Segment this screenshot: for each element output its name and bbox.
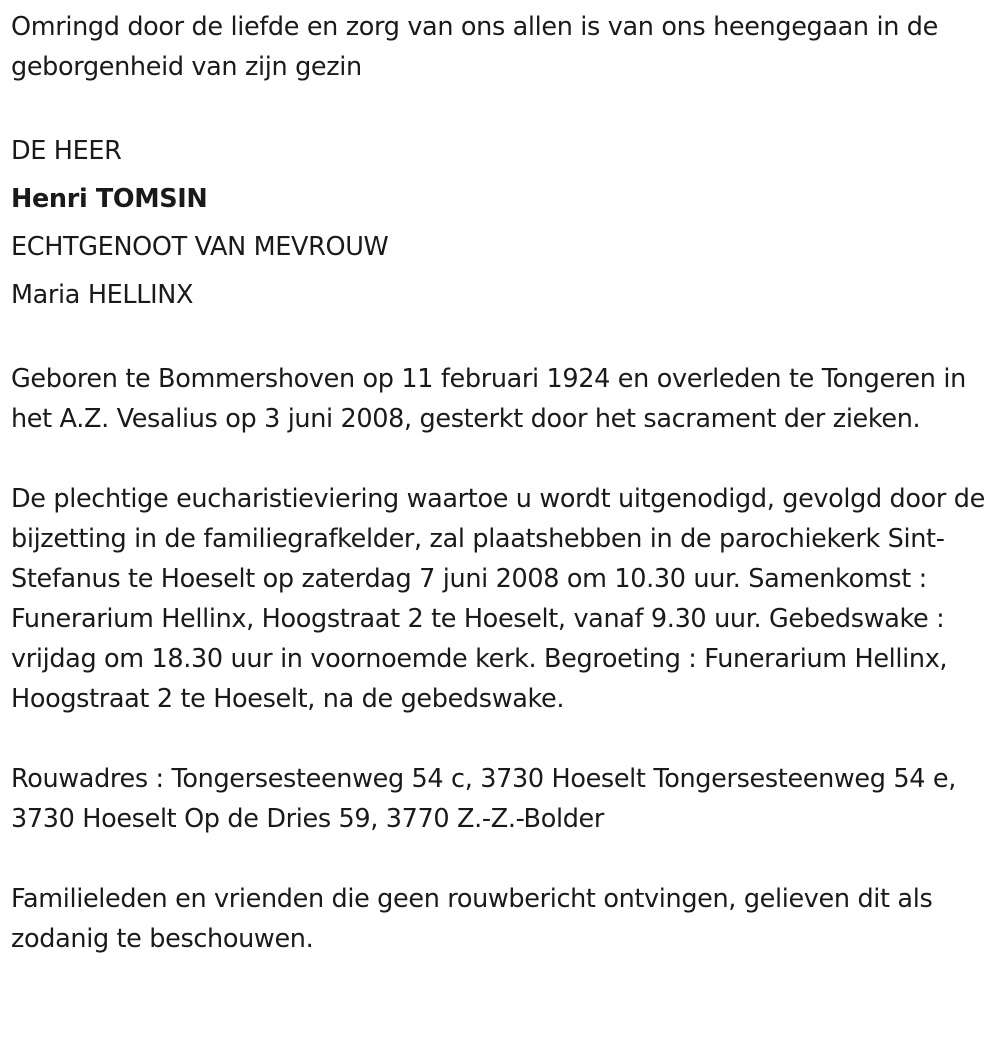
spacer xyxy=(11,319,996,359)
birth-death-paragraph: Geboren te Bommershoven op 11 februari 1924 en overleden te Tongeren in het A.Z. Vesalius op 3 juni 2008, gesterkt door het sacrament der zieken. xyxy=(11,364,966,434)
deceased-name: Henri TOMSIN xyxy=(11,184,208,214)
spouse-name: Maria HELLINX xyxy=(11,280,194,310)
address-paragraph: Rouwadres : Tongersesteenweg 54 c, 3730 Hoeselt Tongersesteenweg 54 e, 3730 Hoeselt Op de Dries 59, 3770 Z.-Z.-Bolder xyxy=(11,764,956,834)
spacer xyxy=(11,87,996,127)
closing-paragraph: Familieleden en vrienden die geen rouwbericht ontvingen, gelieven dit als zodanig te beschouwen. xyxy=(11,884,933,954)
spouse-label: ECHTGENOOT VAN MEVROUW xyxy=(11,232,389,262)
intro-paragraph: Omringd door de liefde en zorg van ons allen is van ons heengegaan in de geborgenheid van zijn gezin xyxy=(11,12,938,82)
obituary-text xyxy=(11,7,996,959)
spacer xyxy=(11,439,996,479)
honorific: DE HEER xyxy=(11,136,122,166)
spacer xyxy=(11,839,996,879)
ceremony-paragraph: De plechtige eucharistieviering waartoe u wordt uitgenodigd, gevolgd door de bijzetting in de familiegrafkelder, zal plaatshebben in de parochiekerk Sint-Stefanus te Hoeselt op zaterdag 7 juni 2008 om 10.30 uur. Samenkomst : Funerarium Hellinx, Hoogstraat 2 te Hoeselt, vanaf 9.30 uur. Gebedswake : vrijdag om 18.30 uur in voornoemde kerk. Begroeting : Funerarium Hellinx, Hoogstraat 2 te Hoeselt, na de gebedswake. xyxy=(11,484,985,714)
spacer xyxy=(11,719,996,759)
